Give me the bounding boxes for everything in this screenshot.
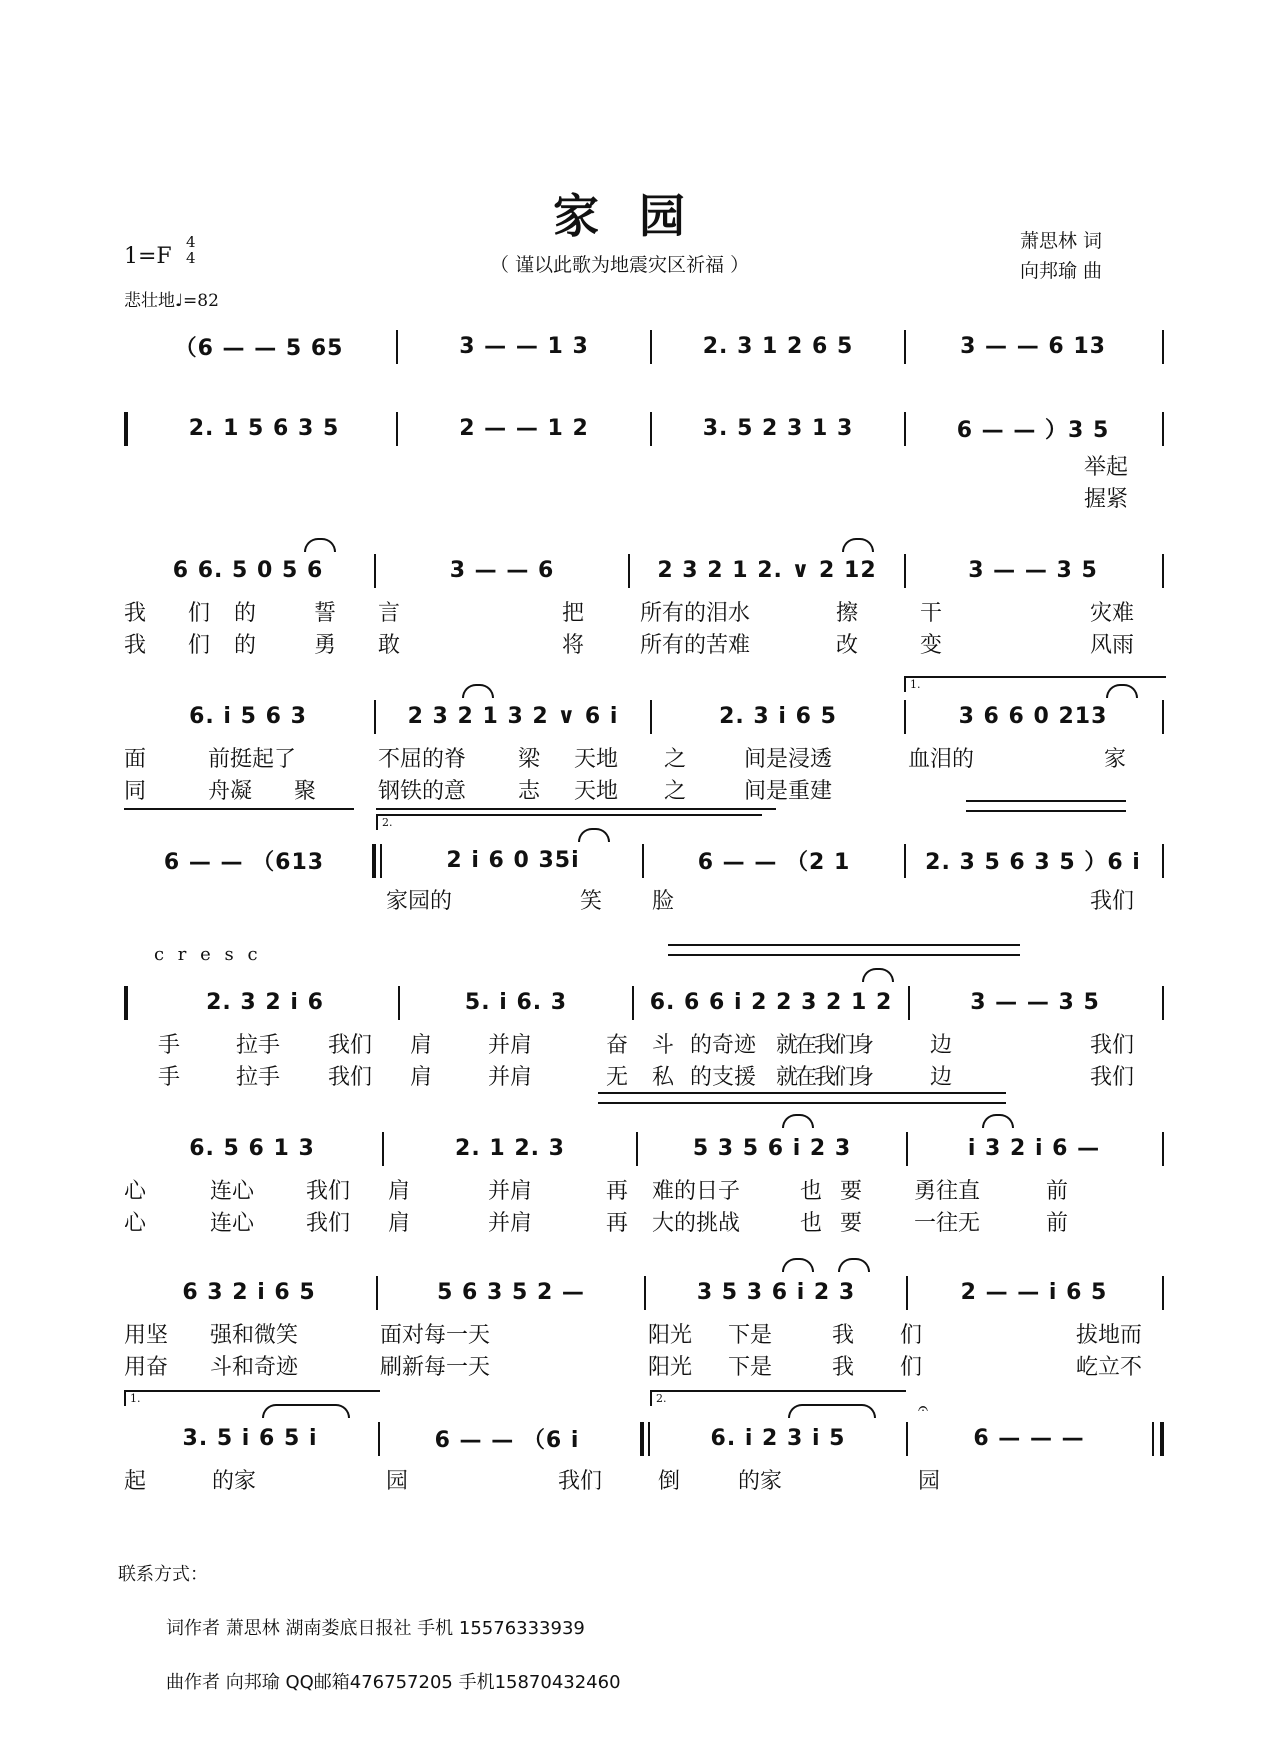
measure: 6 — — — xyxy=(973,1425,1085,1451)
lyric: 下是 xyxy=(728,1355,773,1380)
lyric: 大的挑战 xyxy=(652,1211,741,1236)
lyric: 同 xyxy=(124,779,147,804)
lyric: 也 xyxy=(800,1179,823,1204)
barline xyxy=(376,1276,378,1310)
lyric: 我们 xyxy=(306,1179,351,1204)
volta-second-ending: 2. xyxy=(650,1390,906,1406)
lyric: 肩 xyxy=(388,1211,411,1236)
barline xyxy=(1162,554,1164,588)
measure: 3 5 3 6 i 2 3 xyxy=(696,1279,856,1305)
contact-label: 联系方式： xyxy=(118,1564,208,1585)
score-row-9 xyxy=(124,1418,1168,1458)
barline xyxy=(396,330,398,364)
crescendo-line xyxy=(598,1092,1006,1094)
lyric: 的家 xyxy=(212,1469,257,1494)
measure: 6 — — （613 xyxy=(163,849,325,875)
lyric: 的 xyxy=(234,633,257,658)
barline xyxy=(908,986,910,1020)
crescendo-line xyxy=(668,954,1020,956)
lyrics-row xyxy=(124,628,1174,658)
slur xyxy=(262,1404,350,1418)
repeat-start-barline xyxy=(124,412,128,446)
lyric: 连心 xyxy=(210,1211,255,1236)
crescendo-line xyxy=(598,1102,1006,1104)
lyric: 屹立不 xyxy=(1076,1355,1143,1380)
lyric: 下是 xyxy=(728,1323,773,1348)
measure: 5. i 6. 3 xyxy=(464,989,568,1015)
measure: 2. 3 1 2 6 5 xyxy=(702,333,854,359)
lyric: 们 xyxy=(188,633,211,658)
lyrics-row xyxy=(124,1060,1174,1090)
barline xyxy=(906,1422,908,1456)
score-row-4 xyxy=(124,696,1168,736)
measure: 3. 5 2 3 1 3 xyxy=(702,415,854,441)
lyric: 拉手 xyxy=(236,1065,281,1090)
measure: 3 — — 6 xyxy=(449,557,555,583)
lyric: 再 xyxy=(606,1179,629,1204)
lyric: 手 xyxy=(158,1033,181,1058)
lyric: 梁 xyxy=(518,747,541,772)
slur xyxy=(782,1114,814,1128)
barline xyxy=(382,1132,384,1166)
measure: 6. 5 6 1 3 xyxy=(189,1135,315,1161)
barline xyxy=(904,412,906,446)
slur xyxy=(782,1258,814,1272)
lyrics-row xyxy=(124,1174,1174,1204)
measure: 5 3 5 6 i 2 3 xyxy=(692,1135,852,1161)
barline xyxy=(628,554,630,588)
lyric: 我 xyxy=(124,601,147,626)
barline xyxy=(1162,700,1164,734)
barline xyxy=(644,1276,646,1310)
lyric: 的 xyxy=(234,601,257,626)
lyric: 我们 xyxy=(328,1033,373,1058)
barline xyxy=(906,1276,908,1310)
lyric: 拉手 xyxy=(236,1033,281,1058)
slur xyxy=(788,1404,876,1418)
lyric: 前 xyxy=(1046,1211,1069,1236)
lyric: 一往无 xyxy=(914,1211,981,1236)
measure: 6. 6 6 i 2 2 3 2 1 2 xyxy=(649,989,893,1015)
slur xyxy=(982,1114,1014,1128)
lyric: 们 xyxy=(900,1323,923,1348)
lyric: 之 xyxy=(664,747,687,772)
volta-bracket-line xyxy=(376,808,776,810)
barline xyxy=(398,986,400,1020)
barline xyxy=(650,330,652,364)
barline xyxy=(1162,1276,1164,1310)
barline xyxy=(632,986,634,1020)
lyric: 间是重建 xyxy=(744,779,833,804)
barline xyxy=(1162,1132,1164,1166)
barline xyxy=(904,330,906,364)
lyric: 倒 xyxy=(658,1469,681,1494)
slur xyxy=(838,1258,870,1272)
lyric: 之 xyxy=(664,779,687,804)
lyric: 我们 xyxy=(1090,1033,1135,1058)
lyric: 就在我们身 xyxy=(776,1033,872,1058)
measure: 6 — — （6 i xyxy=(434,1427,580,1453)
lyric: 边 xyxy=(930,1033,953,1058)
measure: 6. i 2 3 i 5 xyxy=(710,1425,846,1451)
lyric: 我们 xyxy=(1090,1065,1135,1090)
lyric: 天地 xyxy=(574,779,619,804)
measure: 2 — — i 6 5 xyxy=(960,1279,1108,1305)
volta-second-ending: 2. xyxy=(376,814,762,830)
lyric: 刷新每一天 xyxy=(380,1355,491,1380)
lyric: 难的日子 xyxy=(652,1179,741,1204)
lyric: 斗 xyxy=(652,1033,675,1058)
lyric: 拔地而 xyxy=(1076,1323,1143,1348)
lyric: 肩 xyxy=(410,1033,433,1058)
barline xyxy=(1162,844,1164,878)
subtitle: （ 谨以此歌为地震灾区祈福 ） xyxy=(490,254,750,276)
measure: 3 — — 3 5 xyxy=(968,557,1098,583)
lyric: 干 xyxy=(920,601,943,626)
lyric: 把 xyxy=(562,601,585,626)
lyrics-row xyxy=(124,450,1174,480)
lyric: 我们 xyxy=(328,1065,373,1090)
repeat-end-barline xyxy=(640,1422,644,1456)
measure: （6 — — 5 65 xyxy=(174,335,344,361)
barline xyxy=(374,554,376,588)
lyric: 阳光 xyxy=(648,1355,693,1380)
measure: 3 — — 6 13 xyxy=(960,333,1106,359)
tempo-marking: 悲壮地♩=82 xyxy=(124,291,219,311)
crescendo-line xyxy=(966,800,1126,802)
barline xyxy=(648,1422,650,1456)
time-numerator: 4 xyxy=(186,233,196,251)
crescendo-line xyxy=(668,944,1020,946)
lyric: 握紧 xyxy=(1084,487,1129,512)
lyric: 心 xyxy=(124,1179,147,1204)
score-row-6 xyxy=(124,982,1168,1022)
barline xyxy=(396,412,398,446)
lyric: 的支援 xyxy=(690,1065,757,1090)
measure: 2. 1 5 6 3 5 xyxy=(188,415,340,441)
lyric: 不屈的脊 xyxy=(378,747,467,772)
crescendo-line xyxy=(966,810,1126,812)
cresc-marking: c r e s c xyxy=(154,944,262,965)
lyric: 擦 xyxy=(836,601,859,626)
lyric: 钢铁的意 xyxy=(378,779,467,804)
lyric: 灾难 xyxy=(1090,601,1135,626)
lyric: 要 xyxy=(840,1179,863,1204)
repeat-start-barline xyxy=(124,986,128,1020)
measure: 6 — — （2 1 xyxy=(697,849,851,875)
lyrics-row xyxy=(124,596,1174,626)
lyric: 手 xyxy=(158,1065,181,1090)
lyric: 举起 xyxy=(1084,455,1129,480)
volta-first-ending: 1. xyxy=(124,1390,380,1406)
lyrics-row xyxy=(124,742,1174,772)
lyric: 勇往直 xyxy=(914,1179,981,1204)
lyrics-row xyxy=(124,1206,1174,1236)
measure: 5 6 3 5 2 — xyxy=(437,1279,585,1305)
lyric: 肩 xyxy=(388,1179,411,1204)
lyrics-row xyxy=(124,1350,1174,1380)
lyric: 风雨 xyxy=(1090,633,1135,658)
lyric: 起 xyxy=(124,1469,147,1494)
lyric: 所有的苦难 xyxy=(640,633,751,658)
score-row-2 xyxy=(124,408,1168,448)
measure: 2 — — 1 2 xyxy=(459,415,589,441)
score-row-3 xyxy=(124,550,1168,590)
barline xyxy=(1162,986,1164,1020)
lyric: 变 xyxy=(920,633,943,658)
repeat-end-barline xyxy=(372,844,376,878)
lyric: 的家 xyxy=(738,1469,783,1494)
score-row-1 xyxy=(124,326,1168,366)
lyric: 前挺起了 xyxy=(208,747,297,772)
score-row-5 xyxy=(124,840,1168,880)
barline xyxy=(380,844,382,878)
lyric: 们 xyxy=(900,1355,923,1380)
lyric: 敢 xyxy=(378,633,401,658)
lyrics-row xyxy=(124,1028,1174,1058)
lyric: 言 xyxy=(378,601,401,626)
lyric: 们 xyxy=(188,601,211,626)
lyric: 无 xyxy=(606,1065,629,1090)
volta-first-ending: 1. xyxy=(904,676,1166,692)
lyric: 我 xyxy=(124,633,147,658)
measure: 3 — — 1 3 xyxy=(459,333,589,359)
barline xyxy=(904,844,906,878)
lyric: 也 xyxy=(800,1211,823,1236)
time-signature xyxy=(186,234,196,266)
lyric: 奋 xyxy=(606,1033,629,1058)
volta-bracket-line xyxy=(124,808,354,810)
barline xyxy=(636,1132,638,1166)
lyric: 园 xyxy=(918,1469,941,1494)
lyric: 聚 xyxy=(294,779,317,804)
barline xyxy=(1162,330,1164,364)
lyric: 脸 xyxy=(652,889,675,914)
lyric: 连心 xyxy=(210,1179,255,1204)
lyric: 面 xyxy=(124,747,147,772)
lyric: 舟凝 xyxy=(208,779,253,804)
barline xyxy=(650,700,652,734)
lyric: 改 xyxy=(836,633,859,658)
lyric: 勇 xyxy=(314,633,337,658)
lyric: 就在我们身 xyxy=(776,1065,872,1090)
lyric: 所有的泪水 xyxy=(640,601,751,626)
lyric: 我们 xyxy=(306,1211,351,1236)
final-barline-thick xyxy=(1160,1422,1164,1456)
fermata-icon: 𝄐 xyxy=(918,1398,929,1419)
measure: 2 3 2 1 2. ∨ 2 12 xyxy=(657,557,877,583)
measure: 6 3 2 i 6 5 xyxy=(182,1279,316,1305)
lyric: 血泪的 xyxy=(908,747,975,772)
lyric: 我们 xyxy=(558,1469,603,1494)
barline xyxy=(1162,412,1164,446)
lyric: 用奋 xyxy=(124,1355,169,1380)
lyric: 要 xyxy=(840,1211,863,1236)
lyric: 面对每一天 xyxy=(380,1323,491,1348)
lyrics-row xyxy=(124,884,1174,914)
page-title: 家园 xyxy=(553,189,725,243)
measure: i 3 2 i 6 — xyxy=(967,1135,1101,1161)
key-signature: 1=F xyxy=(124,244,172,269)
lyric: 并肩 xyxy=(488,1179,533,1204)
lyric: 笑 xyxy=(580,889,603,914)
lyrics-row xyxy=(124,1318,1174,1348)
measure: 2 3 2 1 3 2 ∨ 6 i xyxy=(407,703,619,729)
lyric: 的奇迹 xyxy=(690,1033,757,1058)
lyric: 用坚 xyxy=(124,1323,169,1348)
measure: 6. i 5 6 3 xyxy=(189,703,307,729)
barline xyxy=(906,1132,908,1166)
lyric: 天地 xyxy=(574,747,619,772)
measure: 3. 5 i 6 5 i xyxy=(182,1425,318,1451)
lyric: 斗和奇迹 xyxy=(210,1355,299,1380)
lyricist-credit: 萧思林 词 xyxy=(1020,230,1103,252)
lyric: 强和微笑 xyxy=(210,1323,299,1348)
lyric: 并肩 xyxy=(488,1033,533,1058)
lyric: 肩 xyxy=(410,1065,433,1090)
measure: 6 6. 5 0 5 6 xyxy=(172,557,324,583)
lyric: 家园的 xyxy=(386,889,453,914)
lyric: 志 xyxy=(518,779,541,804)
lyric: 誓 xyxy=(314,601,337,626)
lyric: 前 xyxy=(1046,1179,1069,1204)
measure: 2. 3 5 6 3 5 ）6 i xyxy=(925,849,1141,875)
measure: 2. 3 2 i 6 xyxy=(206,989,324,1015)
lyric: 我 xyxy=(832,1355,855,1380)
lyric: 我们 xyxy=(1090,889,1135,914)
final-barline xyxy=(1152,1422,1154,1456)
lyric: 并肩 xyxy=(488,1211,533,1236)
barline xyxy=(378,1422,380,1456)
lyric: 心 xyxy=(124,1211,147,1236)
lyrics-row xyxy=(124,1464,1174,1494)
lyric: 间是浸透 xyxy=(744,747,833,772)
lyric: 并肩 xyxy=(488,1065,533,1090)
barline xyxy=(904,554,906,588)
lyric: 我 xyxy=(832,1323,855,1348)
contact-composer: 曲作者 向邦瑜 QQ邮箱476757205 手机15870432460 xyxy=(166,1672,621,1693)
measure: 2. 3 i 6 5 xyxy=(719,703,837,729)
lyric: 边 xyxy=(930,1065,953,1090)
lyric: 将 xyxy=(562,633,585,658)
measure: 2 i 6 0 35i xyxy=(446,847,580,873)
lyric: 阳光 xyxy=(648,1323,693,1348)
barline xyxy=(904,700,906,734)
lyrics-row xyxy=(124,482,1174,512)
measure: 3 — — 3 5 xyxy=(970,989,1100,1015)
barline xyxy=(374,700,376,734)
time-denominator: 4 xyxy=(186,249,196,267)
score-row-8 xyxy=(124,1272,1168,1312)
measure: 3 6 6 0 213 xyxy=(958,703,1108,729)
lyric: 再 xyxy=(606,1211,629,1236)
measure: 6 — — ）3 5 xyxy=(956,417,1110,443)
composer-credit: 向邦瑜 曲 xyxy=(1020,260,1103,282)
lyric: 家 xyxy=(1104,747,1127,772)
lyric: 园 xyxy=(386,1469,409,1494)
lyric: 私 xyxy=(652,1065,675,1090)
barline xyxy=(642,844,644,878)
barline xyxy=(650,412,652,446)
contact-lyricist: 词作者 萧思林 湖南娄底日报社 手机 15576333939 xyxy=(166,1618,585,1639)
score-row-7 xyxy=(124,1128,1168,1168)
measure: 2. 1 2. 3 xyxy=(455,1135,565,1161)
slur xyxy=(862,968,894,982)
